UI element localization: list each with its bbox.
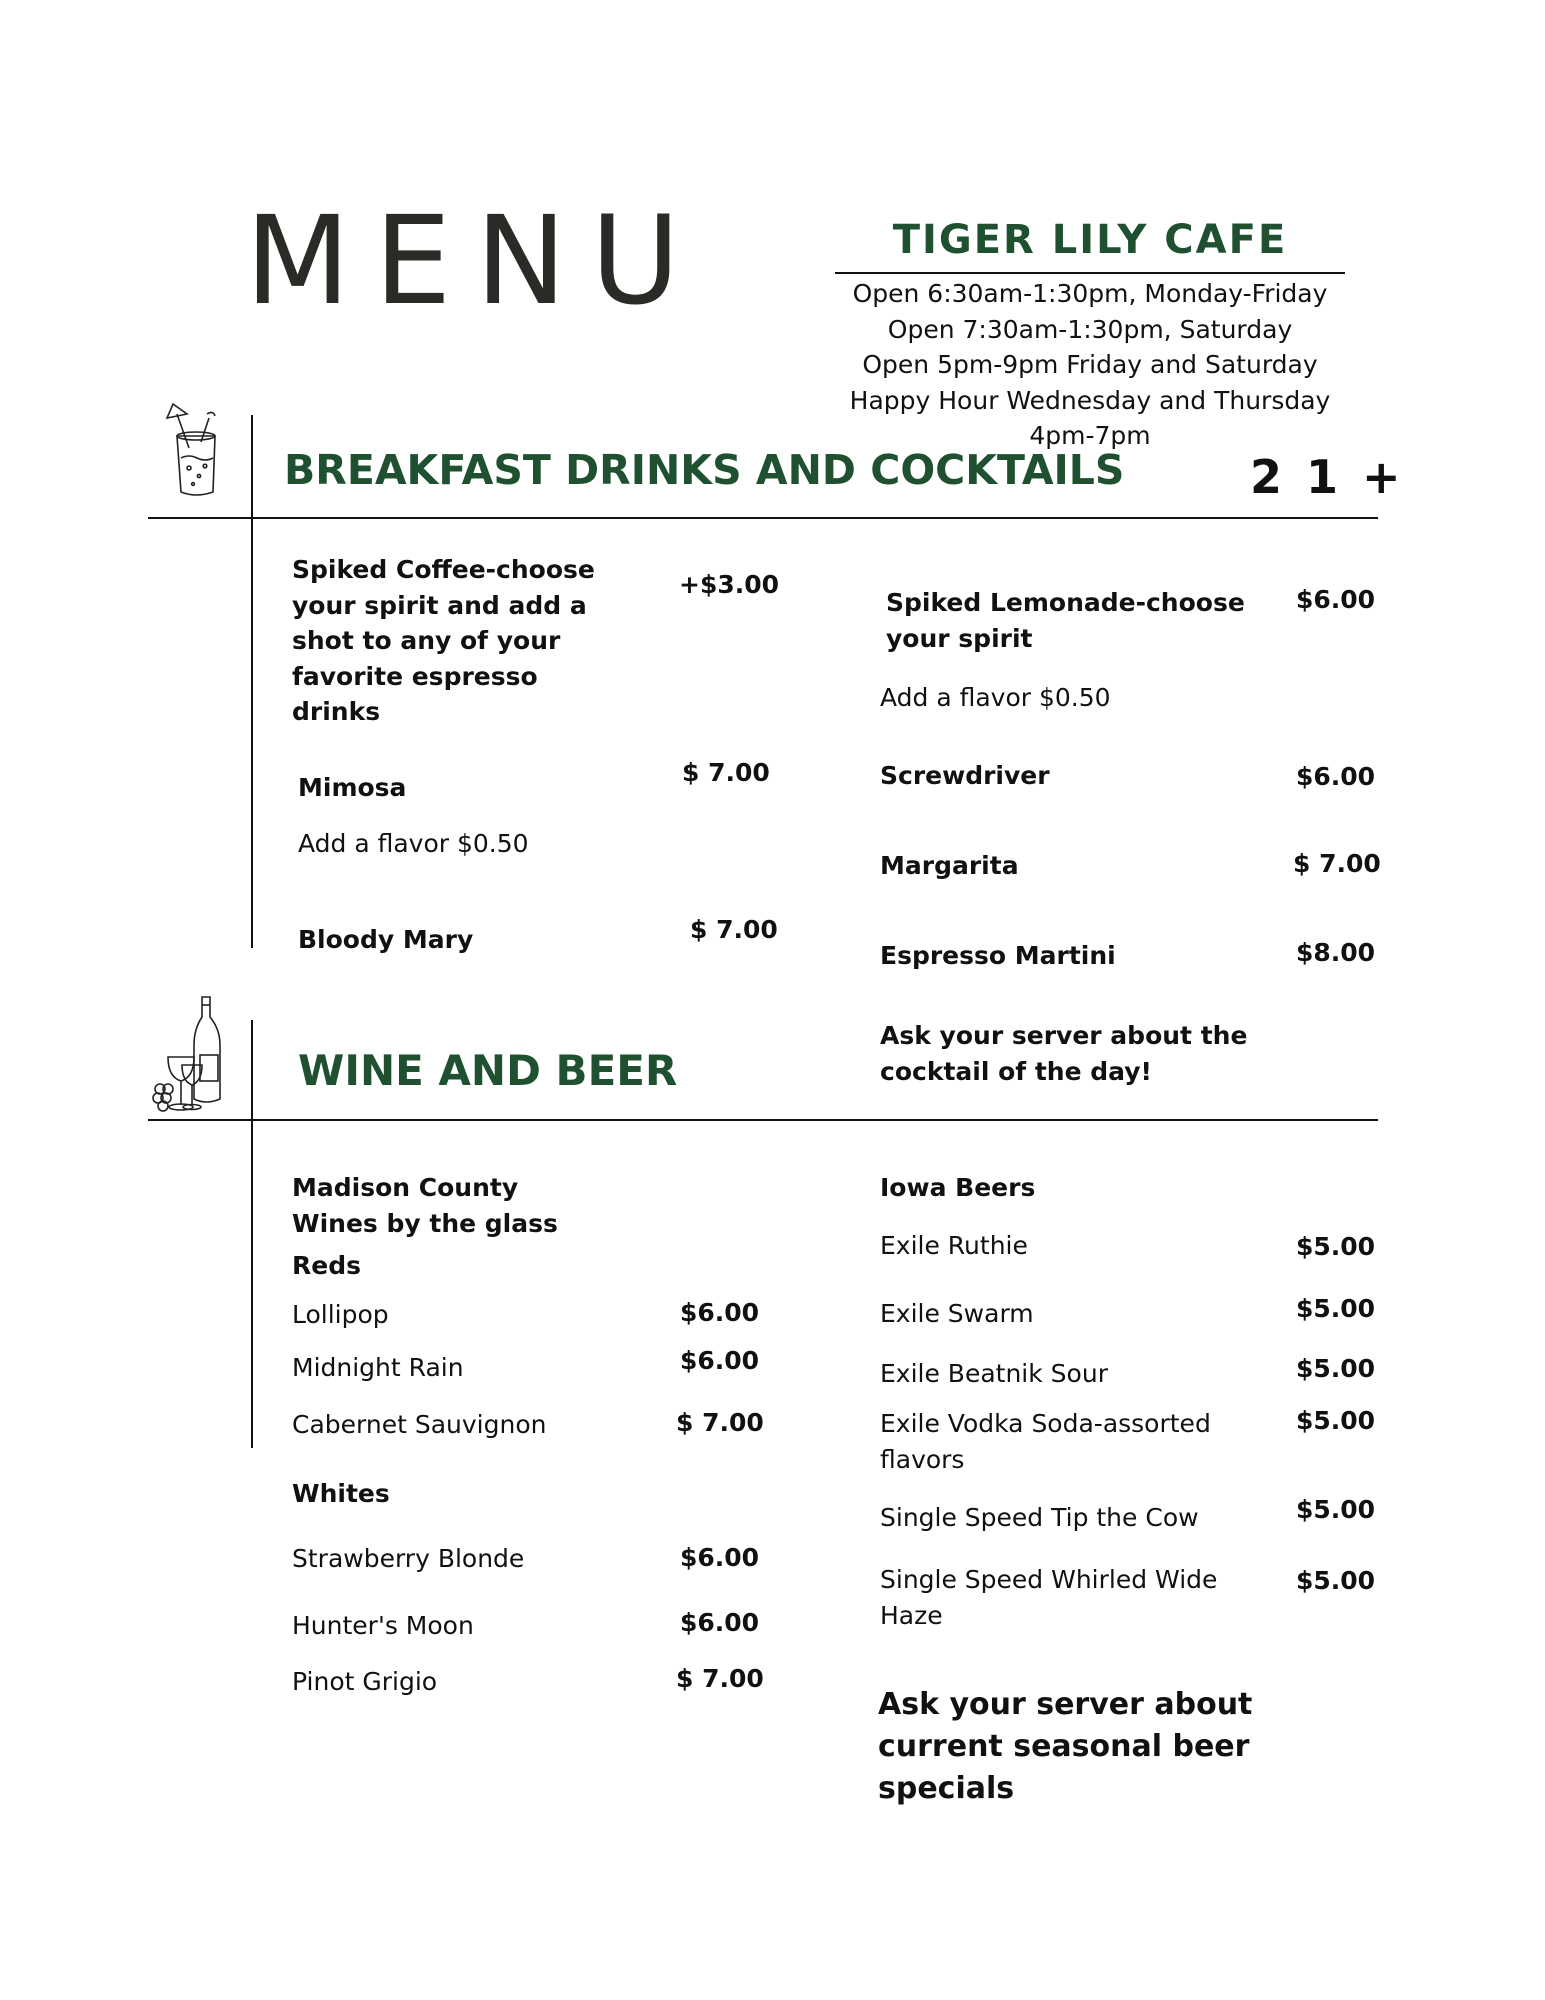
wine-price: $6.00 xyxy=(680,1346,760,1375)
spiked-coffee-price: +$3.00 xyxy=(679,570,780,599)
wine-price: $6.00 xyxy=(680,1543,760,1572)
hours-line: Open 6:30am-1:30pm, Monday-Friday xyxy=(852,279,1328,308)
mimosa-price: $ 7.00 xyxy=(682,758,770,787)
wine-item: Lollipop xyxy=(292,1300,389,1329)
bloody-mary-price: $ 7.00 xyxy=(690,915,778,944)
mimosa-flavor-note: Add a flavor $0.50 xyxy=(298,829,529,858)
wine-price: $6.00 xyxy=(680,1298,760,1327)
wine-item: Pinot Grigio xyxy=(292,1667,438,1696)
espresso-martini-price: $8.00 xyxy=(1296,938,1376,967)
bloody-mary-name: Bloody Mary xyxy=(298,925,474,954)
mimosa-name: Mimosa xyxy=(298,773,407,802)
spiked-coffee-name: Spiked Coffee-choose your spirit and add a shot to any of your favorite espresso drinks xyxy=(292,555,595,726)
beer-price: $5.00 xyxy=(1296,1232,1376,1261)
section-divider-vertical xyxy=(251,415,253,948)
screwdriver-price: $6.00 xyxy=(1296,762,1376,791)
wine-price: $ 7.00 xyxy=(676,1408,764,1437)
wines-title: Madison County Wines by the glass xyxy=(292,1173,558,1238)
seasonal-beer-note: Ask your server about current seasonal beer specials xyxy=(878,1687,1253,1806)
iowa-beers-title: Iowa Beers xyxy=(880,1173,1036,1202)
section-divider-horizontal xyxy=(148,517,1378,519)
wine-item: Strawberry Blonde xyxy=(292,1544,525,1573)
wine-item: Hunter's Moon xyxy=(292,1611,474,1640)
reds-label: Reds xyxy=(292,1251,361,1280)
wine-price: $ 7.00 xyxy=(676,1664,764,1693)
beer-price: $5.00 xyxy=(1296,1566,1376,1595)
opening-hours xyxy=(835,276,1345,454)
lemonade-flavor-note: Add a flavor $0.50 xyxy=(880,683,1111,712)
hours-line: Happy Hour Wednesday and Thursday xyxy=(849,385,1331,415)
cafe-name: TIGER LILY CAFE xyxy=(835,218,1345,274)
beer-price: $5.00 xyxy=(1296,1406,1376,1435)
beer-price: $5.00 xyxy=(1296,1495,1376,1524)
wine-price: $6.00 xyxy=(680,1608,760,1637)
cocktails-heading: BREAKFAST DRINKS AND COCKTAILS xyxy=(284,446,1125,494)
margarita-name: Margarita xyxy=(880,851,1019,880)
age-21-badge: 21+ xyxy=(1250,450,1425,504)
beer-item: Exile Swarm xyxy=(880,1299,1034,1328)
cocktail-of-day-note: Ask your server about the cocktail of the day! xyxy=(880,1021,1248,1086)
spiked-lemonade-price: $6.00 xyxy=(1296,585,1376,614)
beer-price: $5.00 xyxy=(1296,1294,1376,1323)
espresso-martini-name: Espresso Martini xyxy=(880,941,1116,970)
beer-item: Exile Vodka Soda-assorted flavors xyxy=(880,1409,1211,1474)
screwdriver-name: Screwdriver xyxy=(880,761,1050,790)
cocktail-glass-icon xyxy=(165,402,227,498)
beer-item: Exile Ruthie xyxy=(880,1231,1028,1260)
spiked-lemonade-name: Spiked Lemonade-choose your spirit xyxy=(886,588,1245,653)
beer-item: Single Speed Whirled Wide Haze xyxy=(880,1565,1218,1630)
hours-line: Open 5pm-9pm Friday and Saturday xyxy=(862,350,1318,379)
whites-label: Whites xyxy=(292,1479,390,1508)
section-divider-vertical xyxy=(251,1020,253,1448)
menu-title: MENU xyxy=(245,190,704,332)
beer-price: $5.00 xyxy=(1296,1354,1376,1383)
margarita-price: $ 7.00 xyxy=(1293,849,1381,878)
beer-item: Single Speed Tip the Cow xyxy=(880,1503,1199,1532)
hours-line: 4pm-7pm xyxy=(1029,421,1151,450)
wine-beer-heading: WINE AND BEER xyxy=(298,1046,678,1095)
wine-item: Cabernet Sauvignon xyxy=(292,1410,547,1439)
wine-item: Midnight Rain xyxy=(292,1353,464,1382)
cafe-info xyxy=(835,218,1345,454)
wine-bottle-icon xyxy=(152,995,226,1115)
hours-line: Open 7:30am-1:30pm, Saturday xyxy=(887,314,1293,344)
section-divider-horizontal xyxy=(148,1119,1378,1121)
beer-item: Exile Beatnik Sour xyxy=(880,1359,1108,1388)
